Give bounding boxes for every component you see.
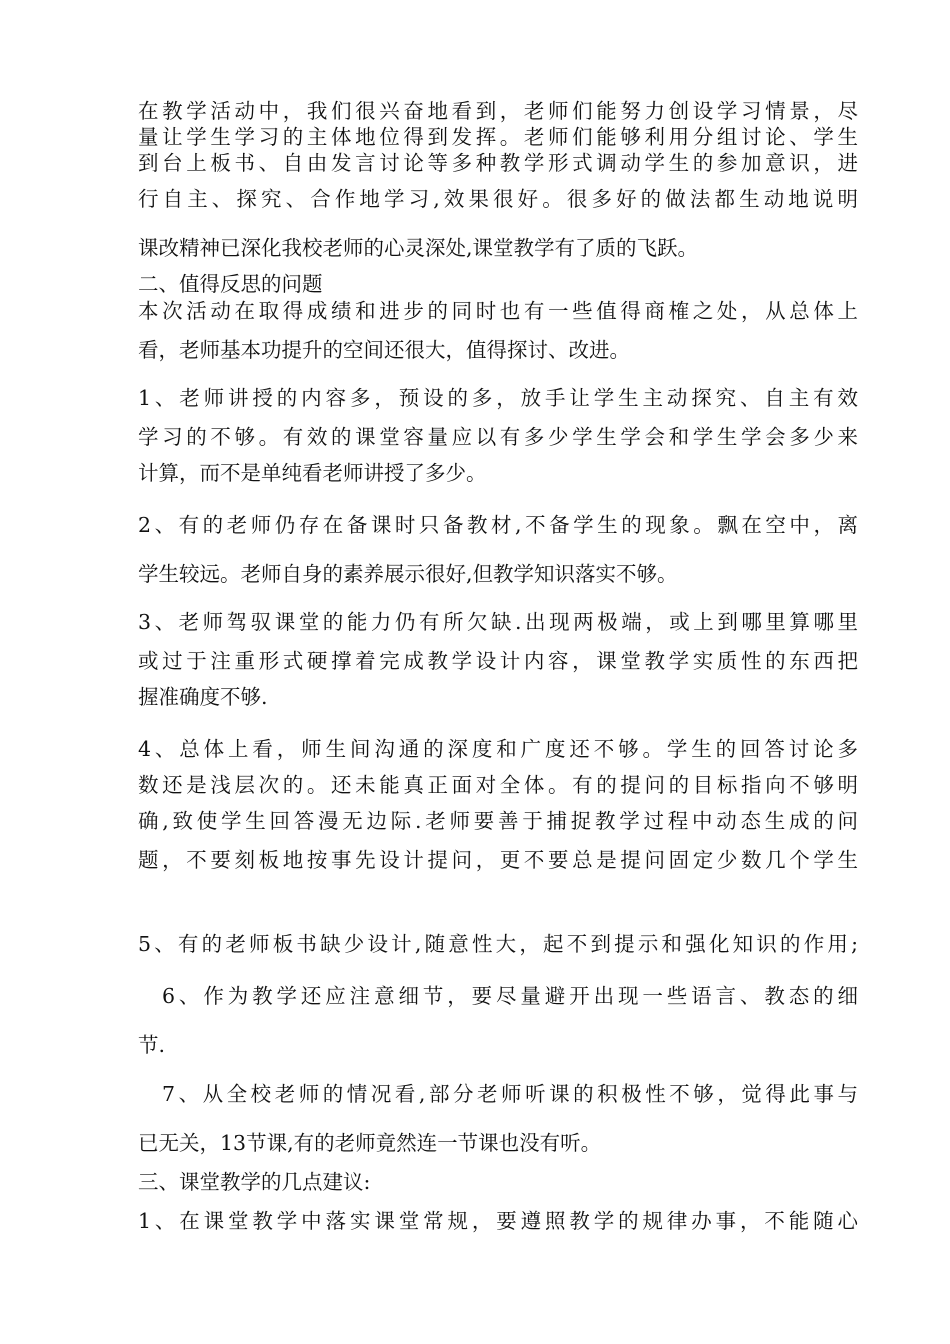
list-item-line: 已无关，13节课,有的老师竟然连一节课也没有听。 [138,1131,602,1155]
body-line: 到台上板书、自由发言讨论等多种教学形式调动学生的参加意识，进 [138,151,858,175]
list-item-line: 1、老师讲授的内容多，预设的多，放手让学生主动探究、自主有效 [138,386,858,410]
list-item-line: 4、总体上看，师生间沟通的深度和广度还不够。学生的回答讨论多 [138,737,858,761]
body-line: 课改精神已深化我校老师的心灵深处,课堂教学有了质的飞跃。 [138,236,699,260]
list-item-line: 学生较远。老师自身的素养展示很好,但教学知识落实不够。 [138,562,678,586]
body-line: 量让学生学习的主体地位得到发挥。老师们能够利用分组讨论、学生 [138,125,858,149]
body-line: 行自主、探究、合作地学习,效果很好。很多好的做法都生动地说明 [138,187,858,211]
body-line: 看，老师基本功提升的空间还很大，值得探讨、改进。 [138,338,630,362]
list-item-line: 2、有的老师仍存在备课时只备教材,不备学生的现象。飘在空中，离 [138,513,858,537]
section-heading: 二、值得反思的问题 [138,272,323,296]
list-item-line: 5、有的老师板书缺少设计,随意性大，起不到提示和强化知识的作用; [138,932,858,956]
list-item-line: 7、从全校老师的情况看,部分老师听课的积极性不够，觉得此事与 [162,1082,858,1106]
body-line: 本次活动在取得成绩和进步的同时也有一些值得商榷之处，从总体上 [138,299,858,323]
list-item-line: 计算，而不是单纯看老师讲授了多少。 [138,461,487,485]
list-item-line: 节. [138,1033,166,1057]
list-item-line: 数还是浅层次的。还未能真正面对全体。有的提问的目标指向不够明 [138,773,858,797]
list-item-line: 确,致使学生回答漫无边际.老师要善于捕捉教学过程中动态生成的问 [138,809,858,833]
list-item-line: 学习的不够。有效的课堂容量应以有多少学生学会和学生学会多少来 [138,425,858,449]
list-item-line: 6、作为教学还应注意细节，要尽量避开出现一些语言、教态的细 [162,984,858,1008]
body-line: 在教学活动中，我们很兴奋地看到，老师们能努力创设学习情景，尽 [138,99,858,123]
list-item-line: 或过于注重形式硬撑着完成教学设计内容，课堂教学实质性的东西把 [138,649,858,673]
section-heading: 三、课堂教学的几点建议: [138,1170,371,1194]
list-item-line: 握准确度不够. [138,685,268,709]
list-item-line: 3、老师驾驭课堂的能力仍有所欠缺.出现两极端，或上到哪里算哪里 [138,610,858,634]
list-item-line: 1、在课堂教学中落实课堂常规，要遵照教学的规律办事，不能随心 [138,1209,858,1233]
list-item-line: 题，不要刻板地按事先设计提问，更不要总是提问固定少数几个学生 [138,848,858,872]
